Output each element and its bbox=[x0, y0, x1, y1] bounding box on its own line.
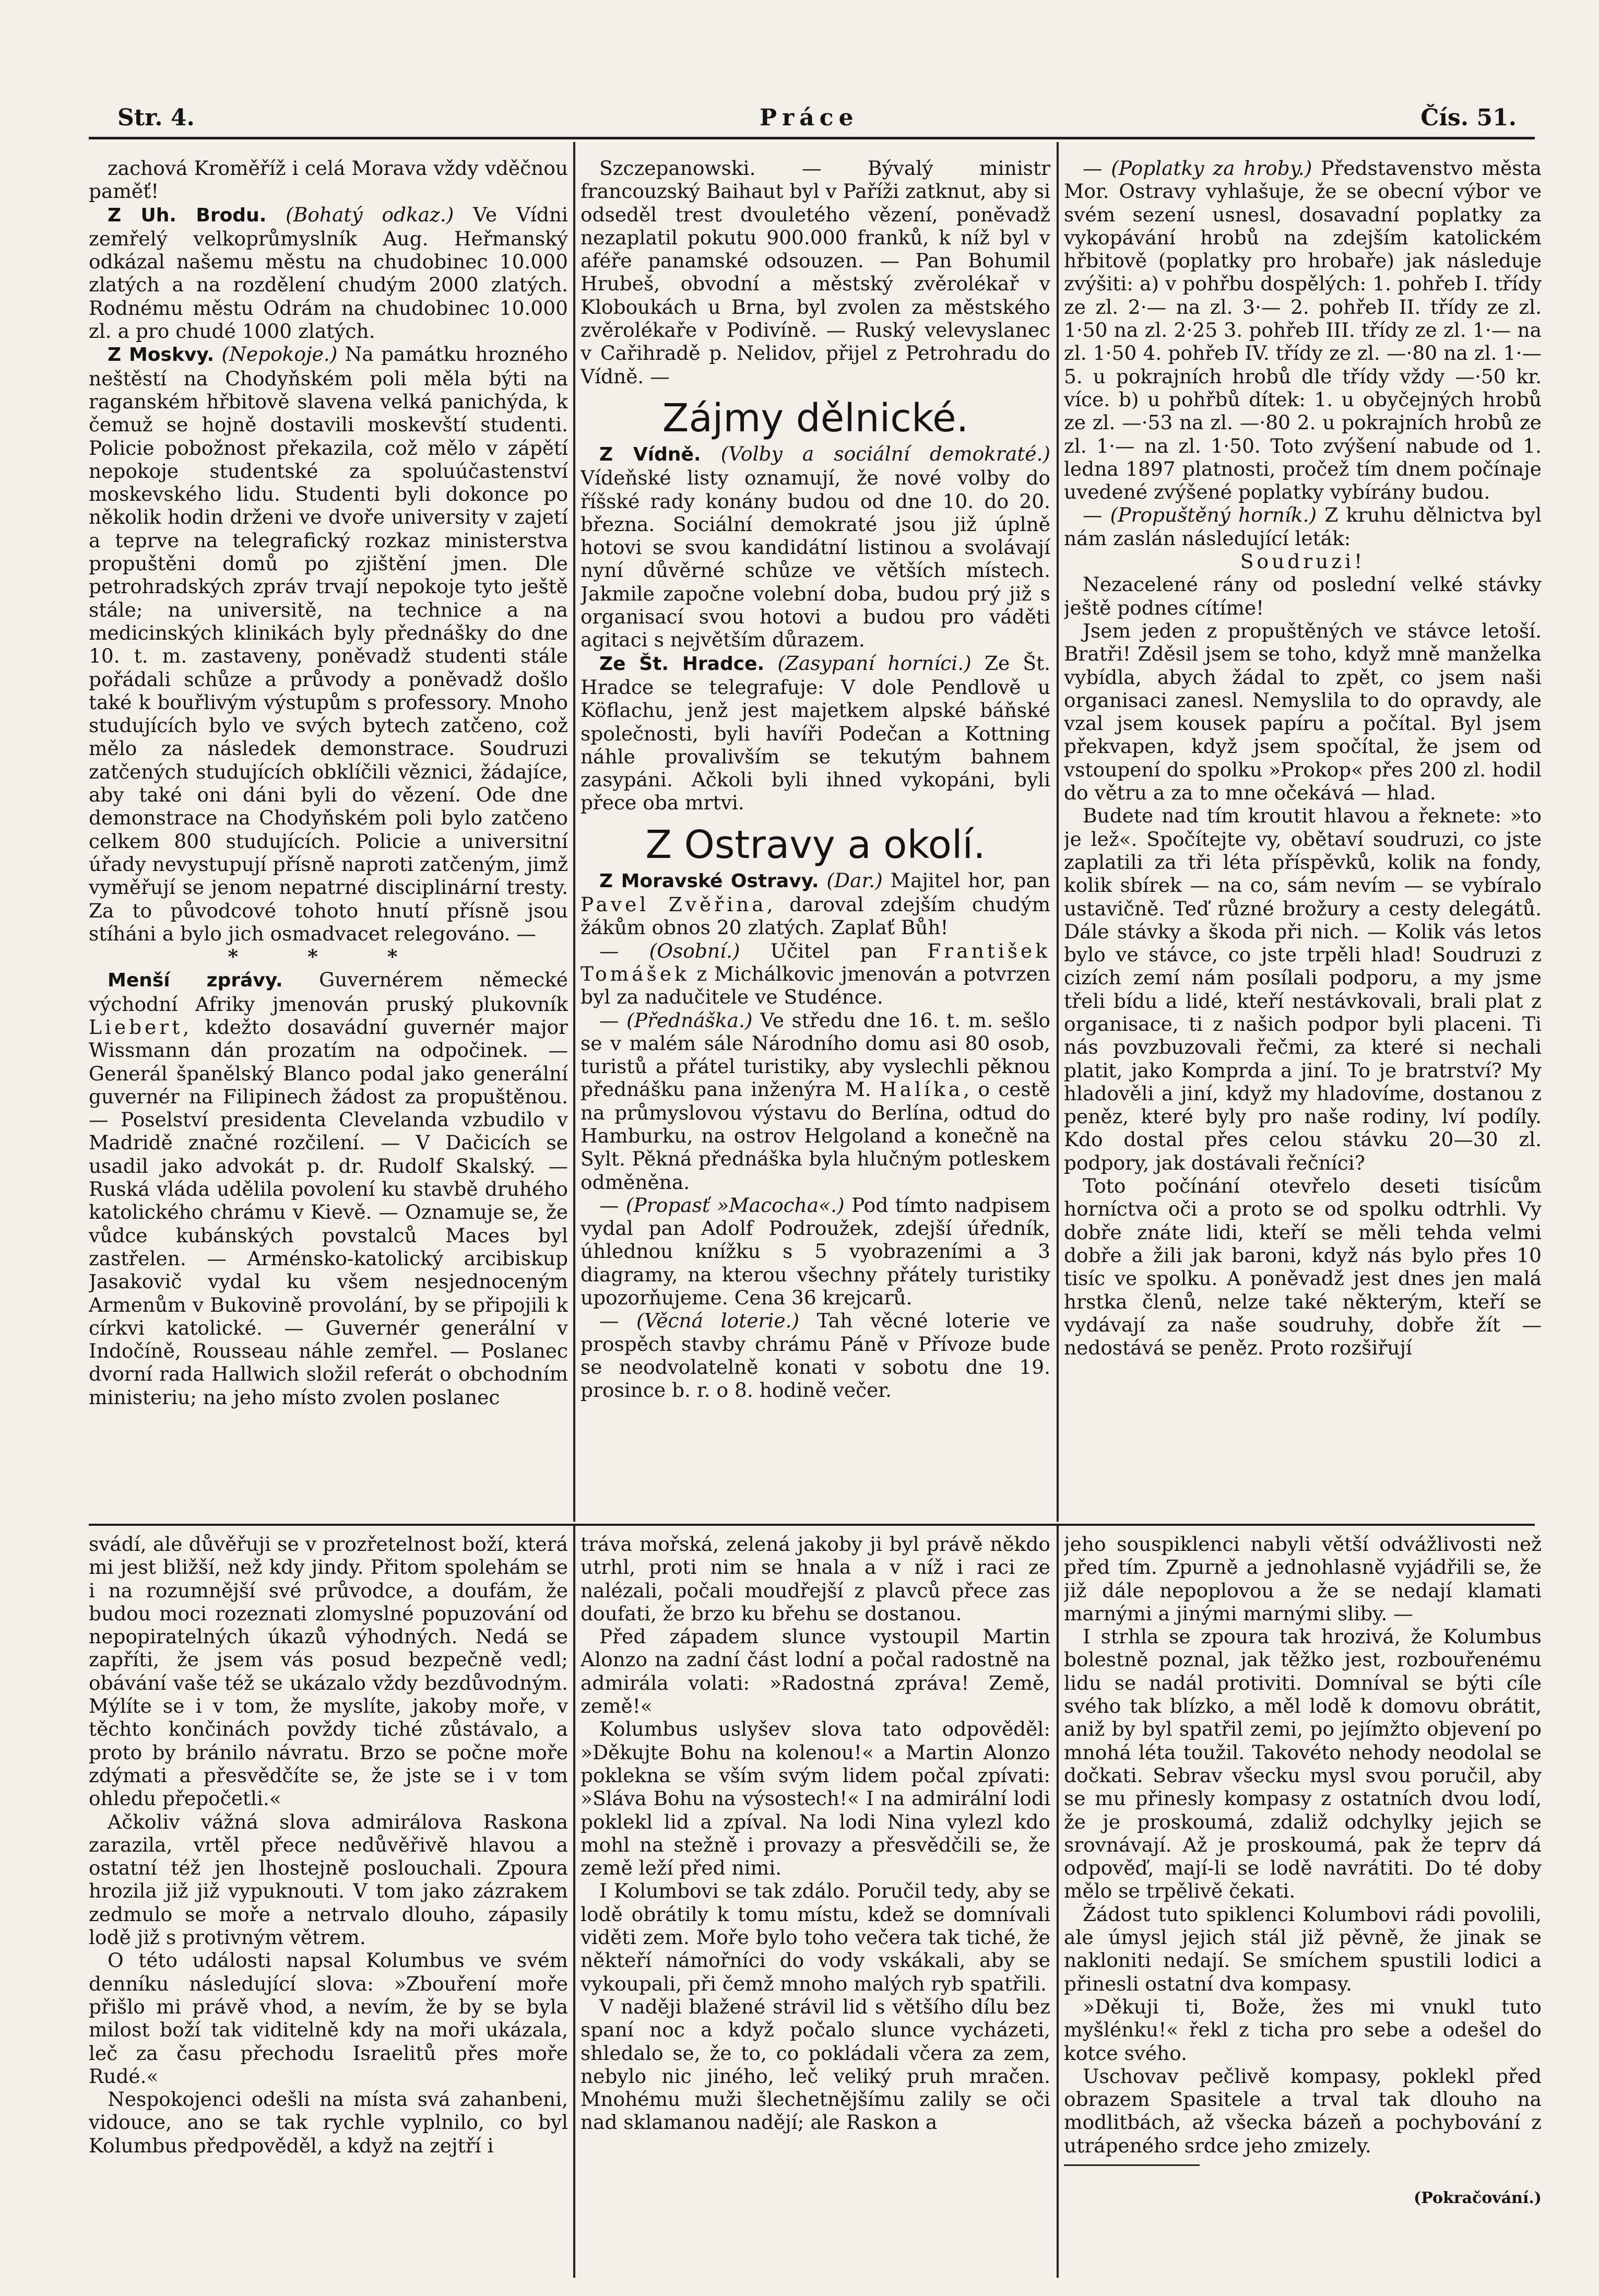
article-text: »Děkuji ti, Bože, žes mi vnukl tuto myšlénku!« řekl z ticha pro sebe a odešel do kotce svého. bbox=[1064, 1995, 1542, 2065]
article-title: (Zasypaní horníci.) bbox=[777, 651, 972, 675]
article-text: Majitel hor, pan bbox=[882, 868, 1050, 892]
column-divider bbox=[1057, 142, 1059, 1522]
article-text: Budete nad tím kroutit hlavou a řeknete: »to je lež«. Spočítejte vy, obětaví soudruzi, co jste zaplatili za tři léta příspěvků, kolik na fondy, kolik sbírek — na co, sám nevím — se vybíralo ustavičně. Teď různé brožury a cesty delegátů. Dále stávky a škoda při nich. — Kolik vás letos bylo ve stávce, co jste trpěli hlad! Soudruzi z cizích zemí nám posílali podporu, a my jsme třeli bídu a lidé, kteří nestávkovali, brali plat z organisace, ti z našich podpor byli placeni. Ti nás povzbuzovali řečmi, za které si nechali platit, jako Komprda a jiní. To je bratrství? My hladověli a jiní, když my hladovíme, dostanou z peněz, které byly pro naše rodiny, lví podíly. Kdo dostal přes celou stávku 20—30 zl. podpory, jak dostávali řečníci? bbox=[1064, 804, 1542, 1174]
article-title: — (Propasť »Macocha«.) bbox=[599, 1193, 845, 1217]
article-text: Guvernérem německé východní Afriky jmenován pruský plukovník bbox=[89, 968, 568, 1016]
article-title: (Nepokoje.) bbox=[221, 343, 338, 366]
article-title: — (Osobní.) bbox=[599, 939, 740, 962]
article-title: — (Přednáška.) bbox=[599, 1008, 753, 1032]
article-text: Jsem jeden z propuštěných ve stávce letoší. Bratři! Zděsil jsem se toho, když mně manželka vybídla, abych žádal to zpět, co jsem naši organisaci zanesl. Nemyslila to do opravdy, ale vzal jsem kousek papíru a počítal. Byl jsem překvapen, když jsem spočítal, že jsem od vstoupení do spolku »Prokop« přes 200 zl. hodil do větru a za to mne očekává — hlad. bbox=[1064, 619, 1542, 805]
separator-stars: * * * bbox=[228, 945, 429, 969]
article-place: Z Uh. Brodu. bbox=[108, 204, 267, 226]
article-text: Ve středu dne 16. t. m. sešlo se v malém sále Národního domu asi 80 osob, turistů a přátel turistiky, aby vyslechli pěknou přednášku pana inženýra M. bbox=[581, 1008, 1050, 1101]
article-text: Ačkoliv vážná slova admirálova Raskona zarazila, vrtěl přece nedůvěřivě hlavou a ostatní též jen lhostejně poslouchali. Zpoura hrozila již již vypuknouti. V tom jako zázrakem zedmulo se moře a netrvalo dlouho, zápasily lodě již s protivným větrem. bbox=[89, 1810, 568, 1949]
article-text: Tah věcné loterie ve prospěch stavby chrámu Páně v Přívoze bude se neodvolatelně konati v sobotu dne 19. prosince b. r. o 8. hodině večer. bbox=[581, 1309, 1050, 1402]
article-paragraph bbox=[581, 157, 1050, 388]
article-text: Nezacelené rány od poslední velké stávky ještě podnes cítíme! bbox=[1064, 573, 1542, 619]
news-column-3 bbox=[1064, 157, 1542, 1520]
article-paragraph bbox=[89, 1949, 568, 2088]
masthead-title: Práce bbox=[760, 104, 859, 131]
feuilleton-column-1 bbox=[89, 1533, 568, 2269]
article-paragraph bbox=[581, 652, 1050, 815]
article-paragraph bbox=[1064, 573, 1542, 619]
article-text: Szczepanowski. — Bývalý ministr francouzský Baihaut byl v Paříži zatknut, aby si odseděl trest dvouletého vězení, poněvadž nezaplatil pokutu 900.000 franků, k níž byl v aféře panamské odsouzen. — Pan Bohumil Hrubeš, obvodní a městský zvěrolékař v Kloboukách u Brna, byl zvolen za městského zvěrolékaře v Podivíně. — Ruský velevyslanec v Cařihradě p. Nelidov, přijel z Petrohradu do Vídně. — bbox=[581, 157, 1050, 388]
article-paragraph bbox=[89, 2088, 568, 2157]
article-paragraph bbox=[89, 157, 568, 203]
column-divider bbox=[1057, 1526, 1059, 2278]
salutation: Soudruzi! bbox=[1240, 550, 1366, 573]
article-paragraph bbox=[89, 1810, 568, 1949]
article-text: Kolumbus uslyšev slova tato odpověděl: »Děkujte Bohu na kolenou!« a Martin Alonzo poklekna se vším svým lidem počal zpívati: »Sláva Bohu na výsostech!« I na admirální lodi poklekl lid a zpíval. Na lodi Nina vylezl kdo mohl na stežně i provazy a přesvědčili se, že země leží před nimi. bbox=[581, 1717, 1050, 1880]
article-text: Nespokojenci odešli na místa svá zahanbeni, vidouce, ano se tak rychle vyplnilo, co byl Kolumbus předpověděl, a když na zejtří i bbox=[89, 2088, 568, 2157]
article-paragraph bbox=[89, 968, 568, 1409]
article-text: Na památku hrozného neštěstí na Chodyňském poli měla býti na raganském hřbitově slavena velká panichýda, k čemuž se hojně dostavili moskevští studenti. Policie pobožnost překazila, což mělo v zápětí nepokoje studentské za spoluúčastenství moskevského lidu. Studenti byli dokonce po několik hodin drženi ve dvoře university v zajetí a teprve na telegrafický rozkaz ministerstva propuštěni domů po zjištění jmen. Dle petrohradských zpráv trvají nepokoje tyto ještě stále; na universitě, na technice a na medicinských klinikách byly přednášky do dne 10. t. m. zastaveny, poněvadž studenti stále pořádali schůze a průvody a poněvadž došlo také k bouřlivým výstupům s professory. Mnoho studujících bylo ve svých bytech zatčeno, což mělo za následek demonstrace. Soudruzi zatčených studujících obklíčili věznici, žádajíce, aby také oni dáni byli do vězení. Ode dne demonstrace na Chodyňském poli bylo zatčeno celkem 800 studujících. Policie a universitní úřady nevystupují přísně naproti zatčeným, jimž vyměřují se jenom nepatrné disciplinární tresty. Za to původcové tohoto hnutí přísně jsou stíháni a bylo jich osmadvacet relegováno. — bbox=[89, 343, 568, 945]
article-paragraph bbox=[581, 1625, 1050, 1717]
article-text: Představenstvo města Mor. Ostravy vyhlašuje, že se obecní výbor ve svém sezení usnesl, dosavadní poplatky za vykopávání hrobů na zdejším katolickém hřbitově (poplatky pro hrobaře) jak následuje zvýšiti: a) v pohřbu dospělých: 1. pohřeb I. třídy ze zl. 2·— na zl. 3·— 2. pohřeb II. třídy ze zl. 1·50 na zl. 2·25 3. pohřeb III. třídy ze zl. 1·— na zl. 1·50 4. pohřeb IV. třídy ze zl. —·80 na zl. 1·— 5. u pokrajních hrobů dle třídy vždy —·50 kr. více. b) u pohřbů dítek: 1. u obyčejných hrobů ze zl. —·53 na zl. —·80 2. u pokrajních hrobů ze zl. 1·— na zl. 1·50. Toto zvýšení nabude od 1. ledna 1897 platnosti, pročež tím dnem počínaje uvedené zvýšené poplatky vybírány budou. bbox=[1064, 157, 1542, 504]
article-paragraph bbox=[1064, 503, 1542, 550]
spaced-name: Halíka bbox=[880, 1078, 964, 1101]
article-paragraph bbox=[581, 1995, 1050, 2134]
section-heading: Zájmy dělnické. bbox=[662, 395, 969, 441]
article-text: jeho souspiklenci nabyli větší odvážlivosti než před tím. Zpurně a jednohlasně vyjádřili se, že již dále nepoplovou a že se nedají klamati marnými a jinými marnými sliby. — bbox=[1064, 1533, 1542, 1625]
article-paragraph bbox=[581, 1879, 1050, 1995]
continued-note: (Pokračování.) bbox=[1414, 2189, 1542, 2208]
article-paragraph bbox=[581, 1717, 1050, 1879]
article-paragraph bbox=[581, 1194, 1050, 1309]
article-paragraph bbox=[1064, 1625, 1542, 1903]
issue-number: Čís. 51. bbox=[1420, 104, 1517, 131]
article-text: , daroval zdejším chudým žákům obnos 20 zlatých. Zaplať Bůh! bbox=[581, 893, 1050, 939]
column-divider bbox=[573, 142, 575, 1522]
page-number: Str. 4. bbox=[117, 104, 195, 131]
article-paragraph bbox=[89, 1533, 568, 1810]
article-title: (Volby a sociální demokraté.) bbox=[720, 442, 1050, 465]
article-paragraph bbox=[89, 203, 568, 343]
article-text: Žádost tuto spiklenci Kolumbovi rádi povolili, ale úmysl jejich stál již pěvně, že jinak se nakloniti nedají. Se smíchem spustili lodici a přinesli ostatní dva kompasy. bbox=[1064, 1902, 1542, 1995]
article-text: Ze Št. Hradce se telegrafuje: V dole Pendlově u Köflachu, jenž jest majetkem alpské báňské společnosti, byli havíři Podečan a Kottning náhle provalivším se tekutým bahnem zasypáni. Ačkoli byli ihned vykopáni, byli přece oba mrtvi. bbox=[581, 651, 1050, 815]
article-paragraph bbox=[1064, 804, 1542, 1174]
end-rule bbox=[1064, 2164, 1200, 2166]
page-header bbox=[117, 104, 1517, 141]
article-title: — (Propuštěný horník.) bbox=[1083, 503, 1317, 527]
article-title: (Bohatý odkaz.) bbox=[286, 203, 454, 226]
article-paragraph bbox=[581, 939, 1050, 1009]
article-text: I Kolumbovi se tak zdálo. Poručil tedy, aby se lodě obrátily k tomu místu, kdež se domnívali viděti zem. Moře bylo toho večera tak tiché, že někteří námořníci do vody vskákali, aby se vykoupali, při čemž mnoho malých ryb spatřili. bbox=[581, 1879, 1050, 1995]
spaced-name: Pavel Zvěřina bbox=[581, 893, 767, 916]
column-divider bbox=[573, 1526, 575, 2278]
article-text: Ve Vídni zemřelý velkoprůmyslník Aug. Heřmanský odkázal našemu městu na chudobinec 10.000 zlatých a na rozdělení chudým 2000 zlatých. Rodnému městu Odrám na chudobinec 10.000 zl. a pro chudé 1000 zlatých. bbox=[89, 203, 568, 343]
article-text: , kdežto dosavádní guvernér major Wissmann dán prozatím na odpočinek. — Generál španělský Blanco podal jako generální guvernér na Filipinech žádost za propuštěnou. — Poselství presidenta Clevelanda vzbudilo v Madridě značné rozčilení. — V Dačicích se usadil jako advokát p. dr. Rudolf Skalský. — Ruská vláda udělila povolení ku stavbě druhého katolického chrámu v Kievě. — Oznamuje se, že vůdce kubánských povstalců Maces byl zastřelen. — Arménsko-katolický arcibiskup Jasakovič vydal ku všem nesjednoceným Armenům v Bukovině provolání, by se připojili k církvi katolické. — Guvernér generální v Indočíně, Rousseau náhle zemřel. — Poslanec dvorní rada Hallwich složil referát o obchodním ministeriu; na jeho místo zvolen poslanec bbox=[89, 1015, 568, 1409]
article-place: Ze Št. Hradce. bbox=[599, 653, 765, 675]
article-text: Před západem slunce vystoupil Martin Alonzo na zadní část lodní a počal radostně na admirála volati: »Radostná zpráva! Země, země!« bbox=[581, 1625, 1050, 1718]
feuilleton-rule bbox=[89, 1524, 1535, 1526]
article-text: tráva mořská, zelená jakoby ji byl právě někdo utrhl, proti nim se hnala a v níž i raci ze nalézali, počali moudřejší z plavců přece zas doufati, že brzo ku břehu se dostanou. bbox=[581, 1533, 1050, 1625]
article-place: Menší zprávy. bbox=[108, 970, 283, 992]
article-text: , o cestě na průmyslovou výstavu do Berlína, odtud do Hamburku, na ostrov Helgoland a konečně na Sylt. Pěkná přednáška byla hlučným potleskem odměněna. bbox=[581, 1078, 1050, 1194]
news-column-2 bbox=[581, 157, 1050, 1520]
article-text: Uschovav pečlivě kompasy, poklekl před obrazem Spasitele a trval tak dlouho na modlitbách, až všecka bázeň a pochybování z utrápeného srdce jeho zmizely. bbox=[1064, 2064, 1542, 2157]
header-rule bbox=[89, 137, 1535, 139]
article-paragraph bbox=[581, 1309, 1050, 1402]
spaced-name: Liebert bbox=[89, 1015, 183, 1039]
news-column-1 bbox=[89, 157, 568, 1520]
feuilleton-column-3 bbox=[1064, 1533, 1542, 2269]
article-text: zachová Kroměříž i celá Morava vždy vděčnou paměť! bbox=[89, 157, 568, 203]
section-heading: Z Ostravy a okolí. bbox=[645, 822, 986, 867]
article-paragraph bbox=[581, 1009, 1050, 1194]
article-text: Učitel pan bbox=[740, 939, 928, 962]
article-paragraph bbox=[1064, 1174, 1542, 1359]
article-paragraph bbox=[89, 343, 568, 945]
feuilleton-column-2 bbox=[581, 1533, 1050, 2269]
article-paragraph bbox=[1064, 157, 1542, 503]
article-paragraph bbox=[1064, 619, 1542, 804]
article-text: O této události napsal Kolumbus ve svém denníku následující slova: »Zbouření moře přišlo mi právě vhod, a nevím, že by se byla milost boží tak viditelně kdy na moři ukázala, leč za času přechodu Israelitů přes moře Rudé.« bbox=[89, 1949, 568, 2088]
spaced-name: František Tomášek bbox=[581, 939, 1050, 985]
article-paragraph bbox=[581, 869, 1050, 939]
article-title: (Dar.) bbox=[826, 868, 883, 892]
article-paragraph bbox=[1064, 1995, 1542, 2065]
article-text: svádí, ale důvěřuji se v prozřetelnost boží, která mi jest bližší, než kdy jindy. Přitom spolehám se i na rozumnější své průvodce, a doufám, že budou moci rozeznati zlomyslné popuzování od nepopiratelných úkazů výhodných. Nedá se zapříti, že jsem vás posud bezpečně vedl; obávání vaše též se ukázalo vždy bezdůvodným. Mýlíte se i v tom, že myslíte, jakoby moře, v těchto končinách povždy tiché zůstávalo, a proto by bránilo návratu. Brzo se počne moře zdýmati a přesvědčíte se, že jste se i v tom ohledu přepočetli.« bbox=[89, 1533, 568, 1810]
article-paragraph bbox=[1064, 2065, 1542, 2157]
article-paragraph bbox=[581, 442, 1050, 652]
article-place: Z Moravské Ostravy. bbox=[599, 870, 819, 892]
article-text: V naději blažené strávil lid s většího dílu bez spaní noc a když počalo slunce vycházeti, shledalo se, že to, co pokládali včera za zem, nebylo nic jiného, leč veliký pruh mračen. Mnohému muži šlechetnějšímu zalily se oči nad sklamanou nadějí; ale Raskon a bbox=[581, 1995, 1050, 2134]
article-text: Toto počínání otevřelo deseti tisícům horníctva oči a proto se od spolku odtrhli. Vy dobře znáte lidi, kteří se měli tehda velmi dobře a žili jak baroni, když nás bylo přes 10 tisíc ve spolku. A poněvadž jest dnes jen malá hrstka členů, nelze také některým, kteří se vydávají za naše soudruhy, dobře žít — nedostává se peněz. Proto rozšiřují bbox=[1064, 1174, 1542, 1360]
article-text: Vídeňské listy oznamují, že nové volby do říšské rady konány budou od dne 10. do 20. března. Sociální demokraté jsou již úplně hotovi se svou kandidátní listinou a svolávají nyní důvěrné schůze ve větších místech. Jakmile započne volební doba, budou prý již s organisací svou hotovi a budou pro váděti agitaci s největším důrazem. bbox=[581, 466, 1050, 652]
article-paragraph bbox=[1064, 1903, 1542, 1995]
article-text: Pod tímto nadpisem vydal pan Adolf Podroužek, zdejší úředník, úhlednou knížku s 5 vyobrazeními a 3 diagramy, na kterou všechny přátely turistiky upozorňujeme. Cena 36 krejcarů. bbox=[581, 1193, 1050, 1310]
article-place: Z Vídně. bbox=[599, 443, 701, 465]
article-text: Z kruhu dělnictva byl nám zaslán následující leták: bbox=[1064, 503, 1542, 550]
article-title: — (Poplatky za hroby.) bbox=[1083, 157, 1312, 180]
article-paragraph bbox=[1064, 1533, 1542, 1625]
article-place: Z Moskvy. bbox=[108, 344, 215, 366]
article-text: I strhla se zpoura tak hrozivá, že Kolumbus bolestně poznal, jak těžko jest, rozbouřenému lidu se nadál protiviti. Domníval se býti cíle svého tak blízko, a měl lodě k domovu obrátit, aniž by byl spatřil zemi, po jejímžto objevení po mnohá léta toužil. Takovéto nehody neodolal se dočkati. Sebrav všecku mysl svou poručil, aby se mu přinesly kompasy z ostatních dvou lodí, že je proskoumá, zdaliž odchylky jejich se srovnávají. Až je proskoumá, pak že teprv dá odpověď, mají-li se lodě navrátiti. Do té doby mělo se trpělivě čekati. bbox=[1064, 1625, 1542, 1903]
article-paragraph bbox=[581, 1533, 1050, 1625]
article-title: — (Věcná loterie.) bbox=[599, 1309, 800, 1333]
article-text: z Michálkovic jmenován a potvrzen byl za nadučitele ve Studénce. bbox=[581, 962, 1050, 1009]
